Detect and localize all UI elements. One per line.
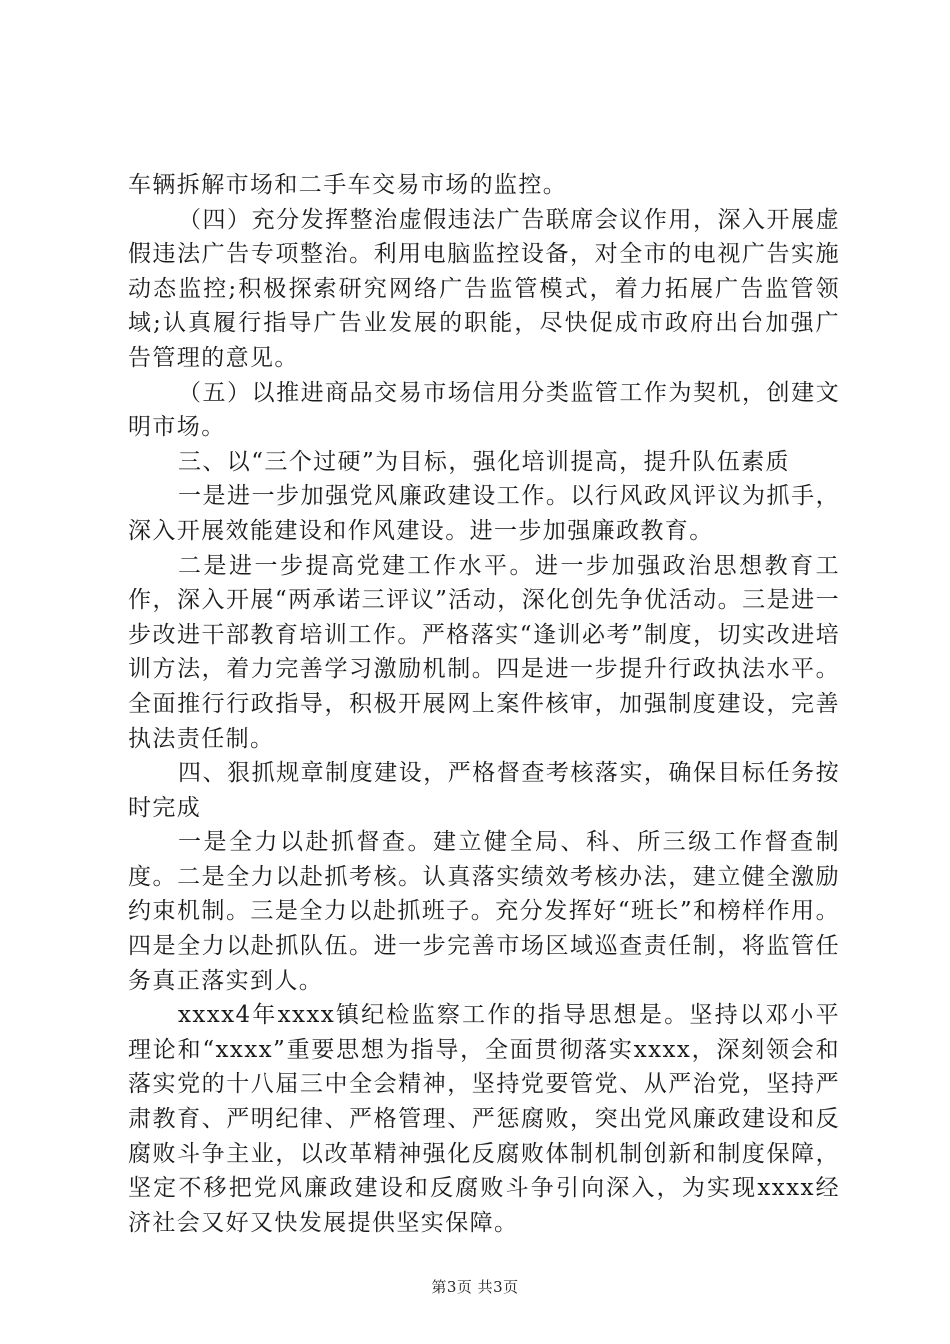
paragraph-supervision: 一是全力以赴抓督查。建立健全局、科、所三级工作督查制度。二是全力以赴抓考核。认真落实绩效考核办法，建立健全激励约束机制。三是全力以赴抓班子。充分发挥好“班长”和榜样作用。四是全力以赴抓队伍。进一步完善市场区域巡查责任制，将监管任务真正落实到人。 [128,829,840,994]
paragraph-item-five: （五）以推进商品交易市场信用分类监管工作为契机，创建文明市场。 [128,379,840,441]
paragraph-party-conduct: 一是进一步加强党风廉政建设工作。以行风政风评议为抓手，深入开展效能建设和作风建设。进一步加强廉政教育。 [128,483,840,544]
section-heading-three: 三、以“三个过硬”为目标，强化培训提高，提升队伍素质 [178,448,790,475]
document-body [128,168,840,1240]
section-heading-four: 四、狠抓规章制度建设，严格督查考核落实，确保目标任务按时完成 [128,760,840,821]
paragraph-party-building: 二是进一步提高党建工作水平。进一步加强政治思想教育工作，深入开展“两承诺三评议”活动，深化创先争优活动。三是进一步改进干部教育培训工作。严格落实“逢训必考”制度，切实改进培训方法，着力完善学习激励机制。四是进一步提升行政执法水平。全面推行行政指导，积极开展网上案件核审，加强制度建设，完善执法责任制。 [128,552,840,752]
page-footer: 第3页 共3页 [431,1278,519,1296]
paragraph-guiding-ideology: xxxx4年xxxx镇纪检监察工作的指导思想是。坚持以邓小平理论和“xxxx”重要思想为指导，全面贯彻落实xxxx，深刻领会和落实党的十八届三中全会精神，坚持党要管党、从严治党，坚持严肃教育、严明纪律、严格管理、严惩腐败，突出党风廉政建设和反腐败斗争主业，以改革精神强化反腐败体制机制创新和制度保障，坚定不移把党风廉政建设和反腐败斗争引向深入，为实现xxxx经济社会又好又快发展提供坚实保障。 [128,1002,840,1236]
paragraph-continuation: 车辆拆解市场和二手车交易市场的监控。 [128,172,568,198]
paragraph-item-four: （四）充分发挥整治虚假违法广告联席会议作用，深入开展虚假违法广告专项整治。利用电脑监控设备，对全市的电视广告实施动态监控;积极探索研究网络广告监管模式，着力拓展广告监管领域;认真履行指导广告业发展的职能，尽快促成市政府出台加强广告管理的意见。 [128,206,840,371]
